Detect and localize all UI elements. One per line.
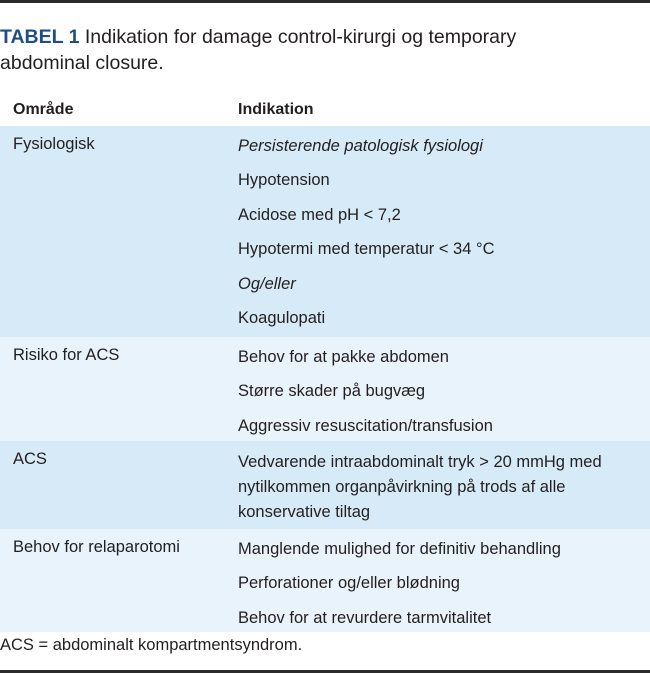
- table-header: [0, 94, 650, 126]
- indication-item: Større skader på bugvæg: [238, 382, 426, 401]
- table-title: Indikation for damage control-kirurgi og temporary abdominal closure.: [0, 26, 517, 74]
- area-cell: Behov for relaparotomi: [13, 538, 180, 556]
- area-cell: ACS: [13, 450, 47, 468]
- table-row: [0, 337, 650, 441]
- indication-item: Manglende mulighed for definitiv behandling: [238, 540, 561, 558]
- table-row: [0, 441, 650, 529]
- indication-cell: [225, 126, 650, 337]
- indication-item: Hypotermi med temperatur < 34 °C: [238, 240, 495, 259]
- indication-item: Hypotension: [238, 171, 330, 190]
- header-indication: Indikation: [238, 101, 314, 118]
- indication-item: Aggressiv resuscitation/transfusion: [238, 416, 493, 435]
- area-cell: Risiko for ACS: [13, 346, 120, 364]
- area-cell: Fysiologisk: [13, 135, 95, 153]
- indication-item: Behov for at revurdere tarmvitalitet: [238, 608, 492, 627]
- table-label: TABEL 1: [0, 26, 80, 48]
- top-rule: [0, 0, 650, 3]
- indication-item: Vedvarende intraabdominalt tryk > 20 mmHg med nytilkommen organpåvirkning på trods af alle konservative tiltag: [238, 453, 602, 521]
- indication-item: Koagulopati: [238, 308, 326, 327]
- indication-item: Og/eller: [238, 274, 296, 293]
- table-footnote: ACS = abdominalt kompartmentsyndrom.: [0, 636, 303, 654]
- bottom-rule: [0, 670, 650, 673]
- indication-item: Acidose med pH < 7,2: [238, 205, 401, 224]
- indication-item: Persisterende patologisk fysiologi: [238, 137, 483, 155]
- indication-cell: [225, 441, 650, 529]
- table-row: [0, 529, 650, 632]
- indication-cell: [225, 337, 650, 441]
- indication-table: [0, 94, 650, 632]
- table-row: [0, 126, 650, 337]
- indication-item: Behov for at pakke abdomen: [238, 348, 449, 366]
- indication-cell: [225, 529, 650, 632]
- header-area: Område: [13, 101, 74, 118]
- indication-item: Perforationer og/eller blødning: [238, 574, 460, 593]
- table-caption: [0, 24, 600, 76]
